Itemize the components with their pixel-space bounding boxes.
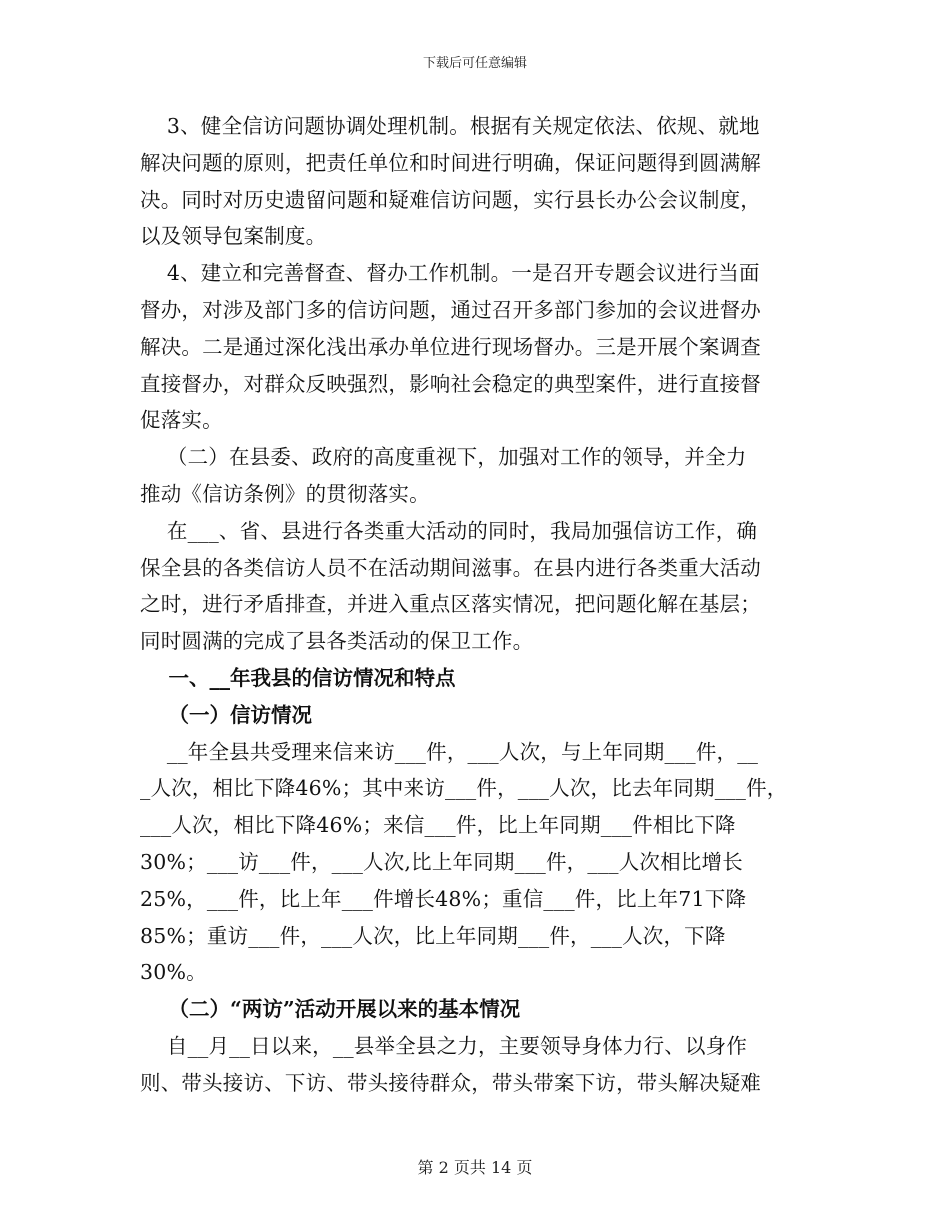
- text-line: 同时圆满的完成了县各类活动的保卫工作。: [140, 629, 534, 654]
- paragraph-mechanism-3: [140, 108, 810, 255]
- text-line: 在___、省、县进行各类重大活动的同时，我局加强信访工作，确: [140, 518, 758, 543]
- section-heading: 一、__年我县的信访情况和特点: [140, 665, 456, 690]
- subsection-heading: （二）“两访”活动开展以来的基本情况: [140, 997, 521, 1022]
- paragraph-major-activities: [140, 513, 810, 660]
- text-line: 之时，进行矛盾排查，并进入重点区落实情况，把问题化解在基层；: [140, 592, 761, 617]
- text-line: 30%。: [140, 960, 207, 985]
- text-line: 30%；___访___件，___人次,比上年同期___件，___人次相比增长: [140, 849, 743, 874]
- text-line: 3、健全信访问题协调处理机制。根据有关规定依法、依规、就地: [140, 114, 760, 138]
- paragraph-basic-situation: [140, 1028, 810, 1102]
- text-line: 直接督办，对群众反映强烈，影响社会稳定的典型案件，进行直接督: [140, 371, 761, 396]
- text-line: 决。同时对历史遗留问题和疑难信访问题，实行县长办公会议制度，: [140, 187, 761, 212]
- text-line: 自__月__日以来，__县举全县之力，主要领导身体力行、以身作: [140, 1033, 748, 1058]
- page-footer: 第 2 页共 14 页: [417, 1158, 533, 1177]
- text-line: 以及领导包案制度。: [140, 224, 327, 249]
- text-line: 推动《信访条例》的贯彻落实。: [140, 481, 430, 506]
- paragraph-mechanism-4: [140, 255, 810, 439]
- text-line: 25%，___件，比上年___件增长48%；重信___件，比上年71下降: [140, 886, 747, 911]
- text-line: __年全县共受理来信来访___件，___人次，与上年同期___件，__: [140, 739, 759, 764]
- text-line: ___人次，相比下降46%；来信___件，比上年同期___件相比下降: [140, 813, 736, 838]
- paragraph-leadership: [140, 439, 810, 513]
- text-line: 督办，对涉及部门多的信访问题，通过召开多部门参加的会议进督办: [140, 297, 761, 322]
- text-line: （二）在县委、政府的高度重视下，加强对工作的领导，并全力: [140, 445, 747, 470]
- paragraph-statistics: [140, 734, 810, 992]
- text-line: 85%；重访___件，___人次，比上年同期___件，___人次，下降: [140, 923, 726, 948]
- text-line: 促落实。: [140, 408, 223, 433]
- text-line: 解决。二是通过深化浅出承办单位进行现场督办。三是开展个案调查: [140, 334, 761, 359]
- text-line: 解决问题的原则，把责任单位和时间进行明确，保证问题得到圆满解: [140, 150, 761, 175]
- text-line: 则、带头接访、下访、带头接待群众，带头带案下访，带头解决疑难: [140, 1070, 761, 1095]
- document-body: [140, 108, 810, 1102]
- subsection-heading: （一）信访情况: [140, 702, 313, 727]
- text-line: 保全县的各类信访人员不在活动期间滋事。在县内进行各类重大活动: [140, 555, 761, 580]
- text-line: _人次，相比下降46%；其中来访___件，___人次，比去年同期___件，: [140, 776, 788, 801]
- text-line: 4、建立和完善督查、督办工作机制。一是召开专题会议进行当面: [140, 261, 760, 286]
- page-header: 下载后可任意编辑: [422, 56, 527, 71]
